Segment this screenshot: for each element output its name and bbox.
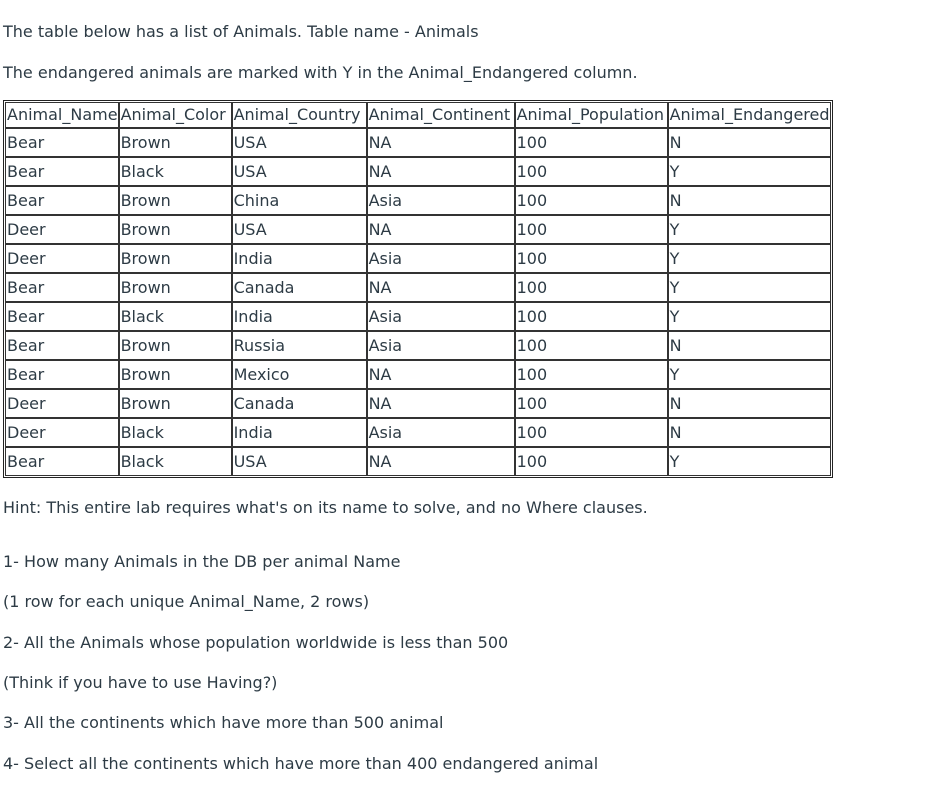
table-cell: Bear	[5, 128, 119, 157]
intro-line-2: The endangered animals are marked with Y in the Animal_Endangered column.	[3, 63, 638, 82]
table-cell: Brown	[119, 331, 232, 360]
table-cell: Canada	[232, 389, 367, 418]
table-cell: N	[668, 389, 831, 418]
table-row	[5, 215, 831, 244]
table-cell: Y	[668, 360, 831, 389]
table-cell: Brown	[119, 186, 232, 215]
table-cell: USA	[232, 157, 367, 186]
table-cell: Black	[119, 418, 232, 447]
table-cell: USA	[232, 128, 367, 157]
table-cell: Deer	[5, 244, 119, 273]
table-row	[5, 447, 831, 476]
column-header: Animal_Color	[119, 102, 232, 128]
table-cell: 100	[515, 331, 668, 360]
table-cell: Asia	[367, 302, 515, 331]
table-cell: India	[232, 244, 367, 273]
table-row	[5, 273, 831, 302]
table-cell: NA	[367, 360, 515, 389]
table-cell: Russia	[232, 331, 367, 360]
table-cell: Y	[668, 273, 831, 302]
table-row	[5, 186, 831, 215]
table-cell: Canada	[232, 273, 367, 302]
table-cell: Asia	[367, 331, 515, 360]
question-2-note: (Think if you have to use Having?)	[3, 673, 278, 692]
table-cell: Brown	[119, 215, 232, 244]
table-row	[5, 389, 831, 418]
table-cell: Bear	[5, 157, 119, 186]
table-cell: 100	[515, 418, 668, 447]
table-cell: Brown	[119, 273, 232, 302]
intro-line-1: The table below has a list of Animals. Table name - Animals	[3, 22, 479, 41]
table-cell: N	[668, 331, 831, 360]
question-1-note: (1 row for each unique Animal_Name, 2 rows)	[3, 592, 370, 611]
table-row	[5, 157, 831, 186]
table-cell: 100	[515, 389, 668, 418]
table-cell: Mexico	[232, 360, 367, 389]
table-cell: 100	[515, 128, 668, 157]
table-cell: Bear	[5, 360, 119, 389]
table-cell: Brown	[119, 360, 232, 389]
table-cell: N	[668, 418, 831, 447]
table-cell: N	[668, 128, 831, 157]
animals-table	[5, 102, 831, 476]
table-cell: N	[668, 186, 831, 215]
table-cell: Y	[668, 157, 831, 186]
table-cell: NA	[367, 215, 515, 244]
table-row	[5, 244, 831, 273]
table-cell: Asia	[367, 244, 515, 273]
table-cell: Deer	[5, 418, 119, 447]
table-cell: Bear	[5, 186, 119, 215]
table-header-row	[5, 102, 831, 128]
table-cell: NA	[367, 447, 515, 476]
table-cell: Black	[119, 447, 232, 476]
column-header: Animal_Endangered	[668, 102, 831, 128]
column-header: Animal_Continent	[367, 102, 515, 128]
table-cell: Y	[668, 447, 831, 476]
table-cell: NA	[367, 389, 515, 418]
table-cell: 100	[515, 273, 668, 302]
table-cell: Deer	[5, 215, 119, 244]
table-cell: 100	[515, 302, 668, 331]
table-cell: India	[232, 302, 367, 331]
table-cell: NA	[367, 273, 515, 302]
table-cell: Black	[119, 157, 232, 186]
hint-text: Hint: This entire lab requires what's on its name to solve, and no Where clauses.	[3, 498, 648, 517]
table-cell: China	[232, 186, 367, 215]
table-cell: India	[232, 418, 367, 447]
animals-table-container	[3, 100, 833, 478]
table-cell: Black	[119, 302, 232, 331]
table-cell: Brown	[119, 389, 232, 418]
table-row	[5, 331, 831, 360]
table-row	[5, 128, 831, 157]
table-cell: NA	[367, 128, 515, 157]
column-header: Animal_Population	[515, 102, 668, 128]
table-cell: 100	[515, 244, 668, 273]
column-header: Animal_Country	[232, 102, 367, 128]
table-cell: Brown	[119, 244, 232, 273]
table-cell: Y	[668, 215, 831, 244]
table-row	[5, 418, 831, 447]
table-row	[5, 302, 831, 331]
table-cell: Deer	[5, 389, 119, 418]
table-cell: NA	[367, 157, 515, 186]
table-cell: 100	[515, 157, 668, 186]
question-1: 1- How many Animals in the DB per animal Name	[3, 552, 401, 571]
table-cell: Bear	[5, 302, 119, 331]
question-3: 3- All the continents which have more than 500 animal	[3, 713, 444, 732]
table-cell: 100	[515, 215, 668, 244]
table-cell: 100	[515, 360, 668, 389]
table-body	[5, 128, 831, 476]
table-cell: Bear	[5, 447, 119, 476]
question-4: 4- Select all the continents which have more than 400 endangered animal	[3, 754, 599, 773]
question-2: 2- All the Animals whose population worldwide is less than 500	[3, 633, 509, 652]
table-row	[5, 360, 831, 389]
column-header: Animal_Name	[5, 102, 119, 128]
table-cell: 100	[515, 447, 668, 476]
table-cell: 100	[515, 186, 668, 215]
table-cell: Y	[668, 244, 831, 273]
table-cell: USA	[232, 447, 367, 476]
table-cell: Asia	[367, 418, 515, 447]
table-cell: Y	[668, 302, 831, 331]
table-cell: Bear	[5, 273, 119, 302]
table-cell: Bear	[5, 331, 119, 360]
table-cell: Brown	[119, 128, 232, 157]
table-cell: USA	[232, 215, 367, 244]
table-cell: Asia	[367, 186, 515, 215]
